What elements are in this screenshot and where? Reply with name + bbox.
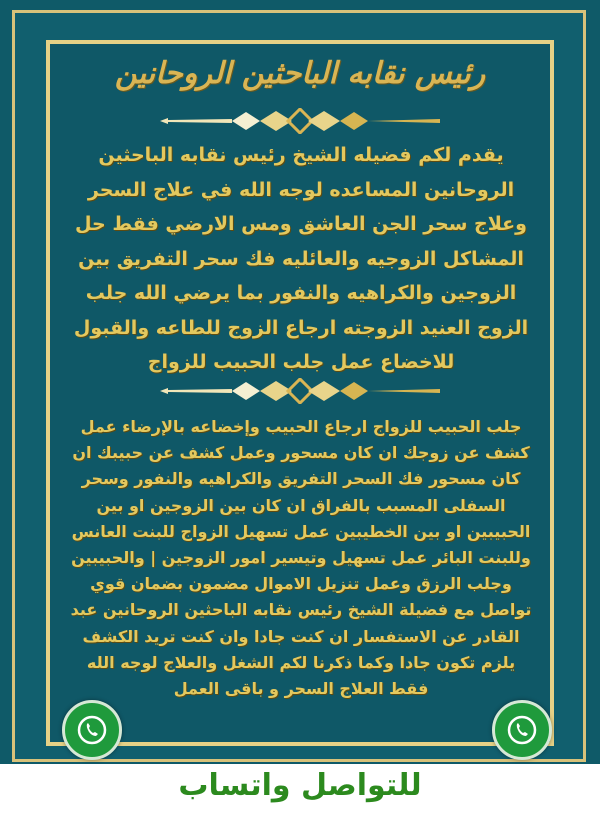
whatsapp-icon[interactable]	[62, 700, 122, 760]
ornament-divider-top	[160, 108, 440, 134]
intro-paragraph: يقدم لكم فضيله الشيخ رئيس نقابه الباحثين الروحانين المساعده لوجه الله في علاج السحر وعلاج سحر الجن العاشق ومس الارضي فقط حل المشاكل الزوجيه والعائليه فك سحر التفريق بين الزوجين والكراهيه والنفور بما يرضي الله جلب الزوج العنيد الزوجته ارجاع الزوج للطاعه والقبول للاخضاع عمل جلب الحبيب للزواج	[73, 144, 529, 373]
services-paragraph: جلب الحبيب للزواج ارجاع الحبيب وإخضاعه بالإرضاء عمل كشف عن زوجك ان كان مسحور وعمل كشف عن حبيبك ان كان مسحور فك السحر التفريق والكراهيه والنفور وسحر السفلى المسبب بالفراق ان كان بين الزوجين او بين الحبيبين او بين الخطيبين عمل تسهيل الزواج للبنت العانس وللبنت البائر عمل تسهيل وتيسير امور الزوجين | والحبيبين وجلب الرزق وعمل تنزيل الاموال مضمون بضمان قوي تواصل مع فضيلة الشيخ رئيس نقابه الباحثين الروحانين عبد القادر عن الاستفسار ان كنت جادا وان كنت تريد الكشف يلزم تكون جادا وكما ذكرنا لكم الشغل والعلاج لوجه الله فقط العلاج السحر و باقى العمل	[70, 417, 532, 699]
whatsapp-icon[interactable]	[492, 700, 552, 760]
ornament-divider-bottom	[160, 378, 440, 404]
contact-whatsapp-label[interactable]: للتواصل واتساب	[178, 768, 422, 803]
page-title: رئيس نقابه الباحثين الروحانين	[114, 56, 486, 91]
